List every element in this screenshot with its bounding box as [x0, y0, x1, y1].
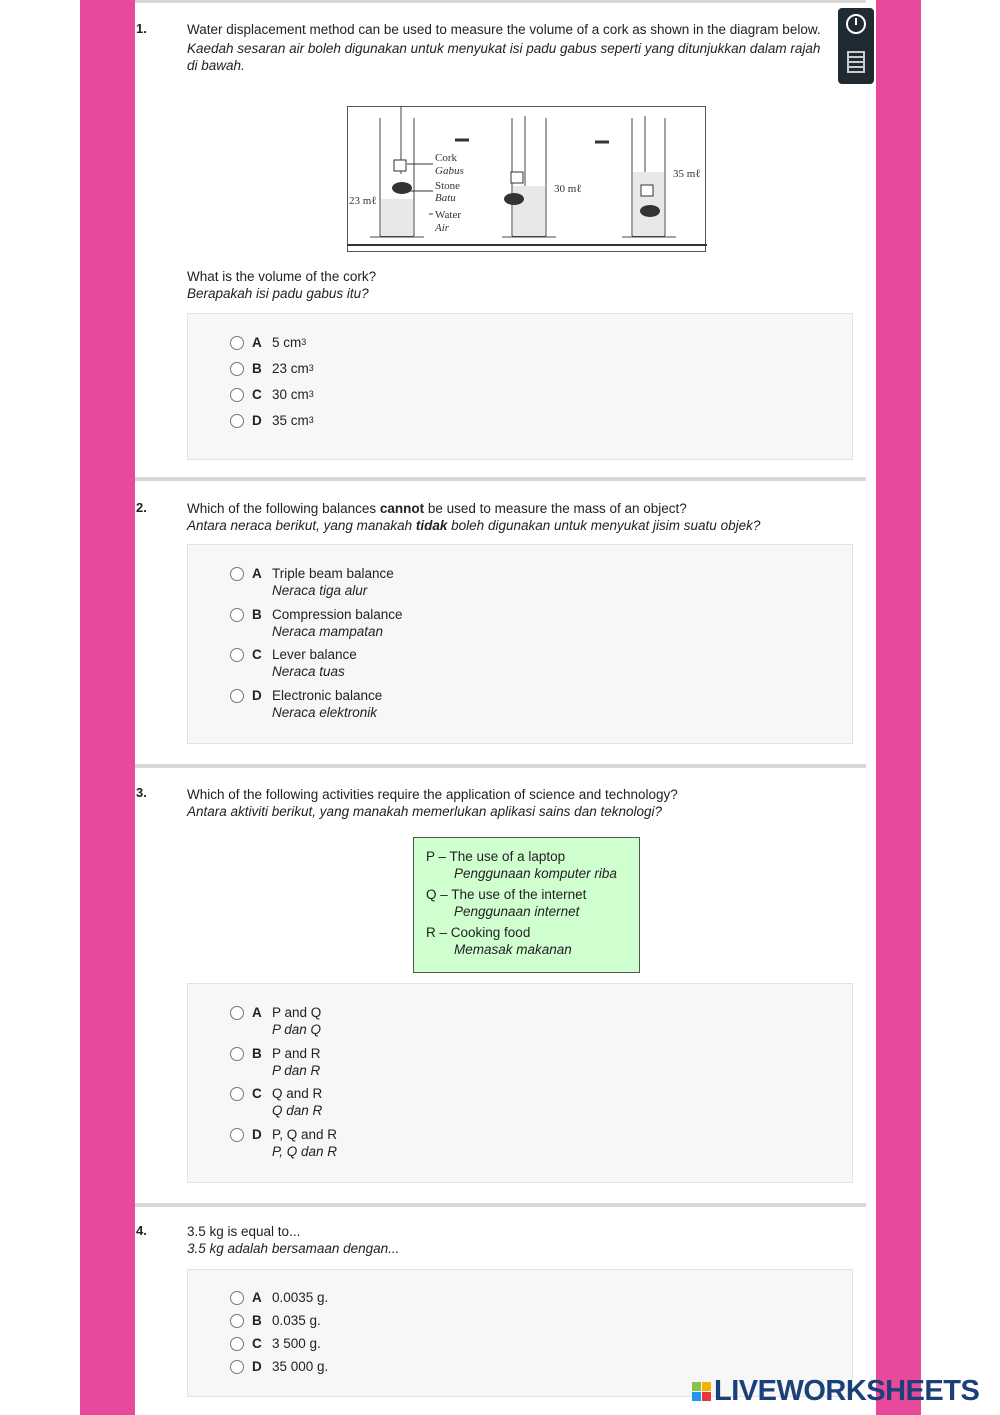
label-batu: Batu — [435, 192, 456, 204]
option-letter: B — [252, 361, 262, 376]
option-c[interactable] — [230, 386, 314, 403]
question-en: Which of the following activities require the application of science and technology? — [187, 787, 678, 802]
statement-key: Q – — [426, 887, 452, 902]
radio-button[interactable] — [230, 689, 244, 703]
question-3-text — [187, 786, 847, 820]
divider — [135, 0, 866, 3]
option-letter: A — [252, 566, 262, 581]
radio-button[interactable] — [230, 1337, 244, 1351]
option-letter: A — [252, 1290, 262, 1305]
radio-button[interactable] — [230, 1087, 244, 1101]
option-letter: B — [252, 1046, 262, 1061]
radio-button[interactable] — [230, 336, 244, 350]
question-ms: 3.5 kg adalah bersamaan dengan... — [187, 1241, 400, 1256]
statement-p — [426, 848, 627, 882]
sub-question-ms: Berapakah isi padu gabus itu? — [187, 286, 369, 301]
superscript: 3 — [308, 363, 314, 373]
statement-text: The use of a laptop — [449, 849, 566, 864]
option-letter: C — [252, 387, 262, 402]
superscript: 3 — [301, 337, 307, 347]
option-letter: D — [252, 1359, 262, 1374]
statement-text-ms: Memasak makanan — [454, 942, 572, 957]
statement-text: Cooking food — [450, 925, 531, 940]
question-en: Water displacement method can be used to measure the volume of a cork as shown in the diagram below. — [187, 22, 821, 37]
radio-button[interactable] — [230, 1314, 244, 1328]
option-a[interactable] — [230, 565, 394, 599]
divider — [135, 477, 866, 481]
option-letter: D — [252, 1127, 262, 1142]
emphasis: cannot — [379, 501, 425, 516]
option-letter: B — [252, 1313, 262, 1328]
option-a[interactable] — [230, 1289, 328, 1306]
option-text: 0.035 g. — [272, 1313, 321, 1328]
option-text: 35 000 g. — [272, 1359, 329, 1374]
label-30ml: 30 mℓ — [554, 183, 582, 195]
option-b[interactable] — [230, 606, 403, 640]
option-text-ms: P, Q dan R — [272, 1144, 338, 1159]
option-d[interactable] — [230, 1126, 337, 1160]
text: Antara neraca berikut, yang manakah — [187, 518, 416, 533]
question-4-text — [187, 1223, 847, 1257]
option-letter: D — [252, 413, 262, 428]
radio-button[interactable] — [230, 608, 244, 622]
option-text-ms: P dan Q — [272, 1022, 322, 1037]
right-border — [876, 0, 921, 1415]
option-a[interactable] — [230, 1004, 321, 1038]
label-23ml: 23 mℓ — [349, 195, 377, 207]
liveworksheets-logo[interactable] — [692, 1375, 979, 1408]
option-text: P, Q and R — [272, 1127, 338, 1142]
radio-button[interactable] — [230, 362, 244, 376]
brand-name: LIVEWORKSHEETS — [714, 1375, 980, 1407]
radio-button[interactable] — [230, 1128, 244, 1142]
label-cork: Cork — [435, 152, 457, 164]
statement-key: R – — [426, 925, 451, 940]
option-text-ms: P dan R — [272, 1063, 321, 1078]
option-text: Q and R — [272, 1086, 323, 1101]
statement-r — [426, 924, 627, 958]
label-stone: Stone — [435, 180, 461, 192]
option-text: 5 cm — [272, 335, 302, 350]
radio-button[interactable] — [230, 567, 244, 581]
option-text: P and R — [272, 1046, 321, 1061]
timer-tool-button[interactable] — [838, 8, 874, 40]
checklist-icon — [847, 51, 865, 73]
option-text-ms: Neraca tuas — [272, 664, 345, 679]
question-number: 1. — [136, 21, 147, 36]
option-d[interactable] — [230, 687, 382, 721]
option-text: 35 cm — [272, 413, 309, 428]
radio-button[interactable] — [230, 388, 244, 402]
option-d[interactable] — [230, 412, 314, 429]
option-text-ms: Q dan R — [272, 1103, 323, 1118]
option-d[interactable] — [230, 1358, 328, 1375]
statement-key: P – — [426, 849, 450, 864]
option-text: Electronic balance — [272, 688, 383, 703]
statement-text-ms: Penggunaan internet — [454, 904, 580, 919]
question-en: 3.5 kg is equal to... — [187, 1224, 301, 1239]
option-letter: D — [252, 688, 262, 703]
option-text: Compression balance — [272, 607, 403, 622]
label-water: Water — [435, 209, 461, 221]
option-text: 23 cm — [272, 361, 309, 376]
option-c[interactable] — [230, 1085, 322, 1119]
option-text: Lever balance — [272, 647, 357, 662]
text: Which of the following balances — [187, 501, 380, 516]
option-b[interactable] — [230, 1045, 321, 1079]
sub-question — [187, 268, 847, 302]
sub-question-en: What is the volume of the cork? — [187, 269, 377, 284]
statement-text-ms: Penggunaan komputer riba — [454, 866, 617, 881]
label-air: Air — [435, 222, 450, 234]
option-letter: C — [252, 647, 262, 662]
radio-button[interactable] — [230, 648, 244, 662]
option-c[interactable] — [230, 1335, 321, 1352]
question-number: 3. — [136, 785, 147, 800]
radio-button[interactable] — [230, 1047, 244, 1061]
statement-text: The use of the internet — [451, 887, 587, 902]
option-b[interactable] — [230, 360, 314, 377]
divider — [135, 764, 866, 768]
answer-options-2 — [187, 544, 853, 744]
radio-button[interactable] — [230, 1291, 244, 1305]
radio-button[interactable] — [230, 1360, 244, 1374]
question-number: 2. — [136, 500, 147, 515]
statement-q — [426, 886, 627, 920]
label-gabus: Gabus — [435, 165, 464, 177]
question-ms: Antara aktiviti berikut, yang manakah memerlukan aplikasi sains dan teknologi? — [187, 804, 663, 819]
statements-box — [413, 837, 640, 973]
text: boleh digunakan untuk menyukat jisim suatu objek? — [447, 518, 761, 533]
live-badge-icon — [692, 1382, 711, 1401]
option-c[interactable] — [230, 646, 357, 680]
question-1-text — [187, 21, 832, 74]
question-ms: Kaedah sesaran air boleh digunakan untuk menyukat isi padu gabus seperti yang ditunjukkan dalam rajah di bawah. — [187, 41, 821, 73]
checklist-tool-button[interactable] — [838, 40, 874, 84]
option-text-ms: Neraca mampatan — [272, 624, 384, 639]
option-text: P and Q — [272, 1005, 322, 1020]
option-letter: C — [252, 1086, 262, 1101]
left-border — [80, 0, 135, 1415]
option-a[interactable] — [230, 334, 306, 351]
text: be used to measure the mass of an object? — [424, 501, 687, 516]
option-text: 0.0035 g. — [272, 1290, 329, 1305]
answer-options-3 — [187, 983, 853, 1183]
option-text-ms: Neraca tiga alur — [272, 583, 368, 598]
stopwatch-icon — [846, 14, 866, 34]
option-letter: A — [252, 1005, 262, 1020]
option-text-ms: Neraca elektronik — [272, 705, 378, 720]
label-35ml: 35 mℓ — [673, 168, 701, 180]
option-letter: B — [252, 607, 262, 622]
option-text: 3 500 g. — [272, 1336, 321, 1351]
answer-options-1 — [187, 313, 853, 460]
emphasis: tidak — [415, 518, 448, 533]
divider — [135, 1203, 866, 1207]
option-b[interactable] — [230, 1312, 321, 1329]
superscript: 3 — [308, 415, 314, 425]
question-number: 4. — [136, 1223, 147, 1238]
superscript: 3 — [308, 389, 314, 399]
option-letter: A — [252, 335, 262, 350]
radio-button[interactable] — [230, 414, 244, 428]
question-2-text — [187, 500, 867, 534]
displacement-diagram — [347, 106, 707, 252]
option-text: Triple beam balance — [272, 566, 394, 581]
radio-button[interactable] — [230, 1006, 244, 1020]
option-letter: C — [252, 1336, 262, 1351]
option-text: 30 cm — [272, 387, 309, 402]
